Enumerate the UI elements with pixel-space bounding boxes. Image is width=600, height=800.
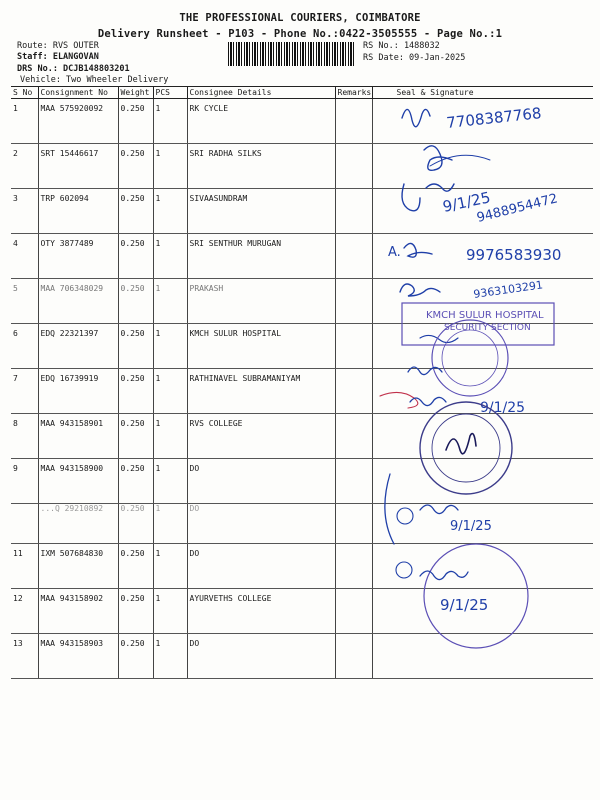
cell-consignee: KMCH SULUR HOSPITAL: [187, 324, 335, 369]
cell-consignment: IXM 507684830: [38, 544, 118, 589]
rs-number: RS No.: 1488032: [363, 41, 440, 51]
cell-weight: 0.250: [118, 324, 153, 369]
table-row: [11, 634, 593, 679]
table-row: [11, 324, 593, 369]
cell-signature: [372, 369, 593, 414]
cell-pcs: 1: [153, 544, 187, 589]
cell-signature: [372, 234, 593, 279]
staff-label: Staff: ELANGOVAN: [17, 52, 99, 62]
cell-weight: 0.250: [118, 369, 153, 414]
cell-consignment: MAA 943158903: [38, 634, 118, 679]
cell-consignee: DO: [187, 459, 335, 504]
cell-consignment: MAA 943158901: [38, 414, 118, 459]
cell-consignee: PRAKASH: [187, 279, 335, 324]
cell-weight: 0.250: [118, 279, 153, 324]
cell-sno: 5: [11, 279, 38, 324]
cell-remarks: [335, 234, 372, 279]
cell-pcs: 1: [153, 189, 187, 234]
cell-sno: 8: [11, 414, 38, 459]
cell-sno: 3: [11, 189, 38, 234]
cell-weight: 0.250: [118, 589, 153, 634]
cell-signature: [372, 459, 593, 504]
cell-pcs: 1: [153, 504, 187, 544]
col-signature: Seal & Signature: [372, 87, 593, 99]
cell-consignee: RVS COLLEGE: [187, 414, 335, 459]
cell-consignee: RATHINAVEL SUBRAMANIYAM: [187, 369, 335, 414]
cell-consignment: MAA 943158900: [38, 459, 118, 504]
cell-remarks: [335, 189, 372, 234]
cell-remarks: [335, 324, 372, 369]
cell-signature: [372, 99, 593, 144]
cell-sno: 9: [11, 459, 38, 504]
cell-consignment: SRT 15446617: [38, 144, 118, 189]
cell-remarks: [335, 634, 372, 679]
cell-pcs: 1: [153, 324, 187, 369]
cell-weight: 0.250: [118, 99, 153, 144]
cell-weight: 0.250: [118, 504, 153, 544]
cell-weight: 0.250: [118, 634, 153, 679]
cell-signature: [372, 279, 593, 324]
cell-remarks: [335, 99, 372, 144]
handwritten-date-8: 9/1/25: [480, 400, 526, 416]
cell-signature: [372, 504, 593, 544]
handwritten-date-13: 9/1/25: [440, 596, 489, 614]
cell-pcs: 1: [153, 234, 187, 279]
cell-weight: 0.250: [118, 189, 153, 234]
cell-pcs: 1: [153, 144, 187, 189]
signature-row-4: A.: [388, 245, 401, 260]
cell-pcs: 1: [153, 279, 187, 324]
cell-signature: [372, 589, 593, 634]
cell-consignee: DO: [187, 504, 335, 544]
cell-signature: [372, 144, 593, 189]
runsheet-table: [11, 86, 593, 679]
table-row: [11, 369, 593, 414]
col-consignee: Consignee Details: [187, 87, 335, 99]
cell-consignee: SIVAASUNDRAM: [187, 189, 335, 234]
cell-remarks: [335, 589, 372, 634]
cell-consignee: DO: [187, 544, 335, 589]
cell-signature: [372, 414, 593, 459]
handwritten-phone-1: 7708387768: [445, 104, 543, 132]
vehicle-label: Vehicle: Two Wheeler Delivery: [20, 75, 169, 85]
cell-remarks: [335, 459, 372, 504]
cell-sno: [11, 504, 38, 544]
cell-signature: [372, 324, 593, 369]
handwritten-date-3: 9/1/25: [441, 188, 493, 216]
drs-number: DRS No.: DCJB148803201: [17, 64, 130, 74]
table-row: [11, 99, 593, 144]
cell-sno: 4: [11, 234, 38, 279]
cell-remarks: [335, 544, 372, 589]
company-title: THE PROFESSIONAL COURIERS, COIMBATORE: [179, 12, 421, 24]
cell-weight: 0.250: [118, 544, 153, 589]
cell-sno: 1: [11, 99, 38, 144]
handwritten-phone-5: 9363103291: [472, 278, 544, 301]
table-row: [11, 144, 593, 189]
route-label: Route: RVS OUTER: [17, 41, 99, 51]
cell-consignment: OTY 3877489: [38, 234, 118, 279]
cell-pcs: 1: [153, 414, 187, 459]
cell-consignee: SRI RADHA SILKS: [187, 144, 335, 189]
table-row: [11, 504, 593, 544]
cell-pcs: 1: [153, 634, 187, 679]
cell-weight: 0.250: [118, 414, 153, 459]
cell-consignee: RK CYCLE: [187, 99, 335, 144]
handwritten-date-11: 9/1/25: [450, 519, 492, 534]
cell-consignment: EDQ 22321397: [38, 324, 118, 369]
cell-signature: [372, 634, 593, 679]
rs-date: RS Date: 09-Jan-2025: [363, 53, 466, 63]
table-row: [11, 189, 593, 234]
cell-pcs: 1: [153, 99, 187, 144]
col-consignment: Consignment No: [38, 87, 118, 99]
table-row: [11, 544, 593, 589]
cell-consignee: SRI SENTHUR MURUGAN: [187, 234, 335, 279]
cell-consignee: AYURVETHS COLLEGE: [187, 589, 335, 634]
col-pcs: PCS: [153, 87, 187, 99]
handwritten-phone-4: 9976583930: [466, 246, 562, 264]
cell-consignment: TRP 602094: [38, 189, 118, 234]
cell-weight: 0.250: [118, 144, 153, 189]
cell-sno: 11: [11, 544, 38, 589]
cell-signature: [372, 544, 593, 589]
handwritten-phone-3: 9488954472: [475, 191, 560, 226]
cell-consignment: EDQ 16739919: [38, 369, 118, 414]
cell-consignment: MAA 706348029: [38, 279, 118, 324]
cell-sno: 12: [11, 589, 38, 634]
cell-consignment: MAA 943158902: [38, 589, 118, 634]
cell-consignee: DO: [187, 634, 335, 679]
barcode: [228, 42, 355, 66]
col-sno: S No: [11, 87, 38, 99]
cell-weight: 0.250: [118, 459, 153, 504]
cell-weight: 0.250: [118, 234, 153, 279]
cell-remarks: [335, 504, 372, 544]
cell-pcs: 1: [153, 369, 187, 414]
cell-remarks: [335, 279, 372, 324]
cell-pcs: 1: [153, 459, 187, 504]
cell-sno: 6: [11, 324, 38, 369]
cell-consignment: ...Q 29210892: [38, 504, 118, 544]
col-remarks: Remarks: [335, 87, 372, 99]
cell-sno: 2: [11, 144, 38, 189]
table-row: [11, 279, 593, 324]
cell-sno: 13: [11, 634, 38, 679]
table-row: [11, 459, 593, 504]
cell-remarks: [335, 414, 372, 459]
cell-sno: 7: [11, 369, 38, 414]
cell-consignment: MAA 575920092: [38, 99, 118, 144]
kmch-stamp-line-1: KMCH SULUR HOSPITAL: [426, 310, 544, 321]
table-row: [11, 414, 593, 459]
col-weight: Weight: [118, 87, 153, 99]
table-header: [11, 87, 593, 99]
cell-remarks: [335, 144, 372, 189]
cell-signature: [372, 189, 593, 234]
runsheet-title: Delivery Runsheet - P103 - Phone No.:0422-3505555 - Page No.:1: [97, 28, 503, 40]
table-row: [11, 589, 593, 634]
table-row: [11, 234, 593, 279]
kmch-stamp-line-2: SECURITY SECTION: [444, 323, 531, 333]
cell-remarks: [335, 369, 372, 414]
cell-pcs: 1: [153, 589, 187, 634]
